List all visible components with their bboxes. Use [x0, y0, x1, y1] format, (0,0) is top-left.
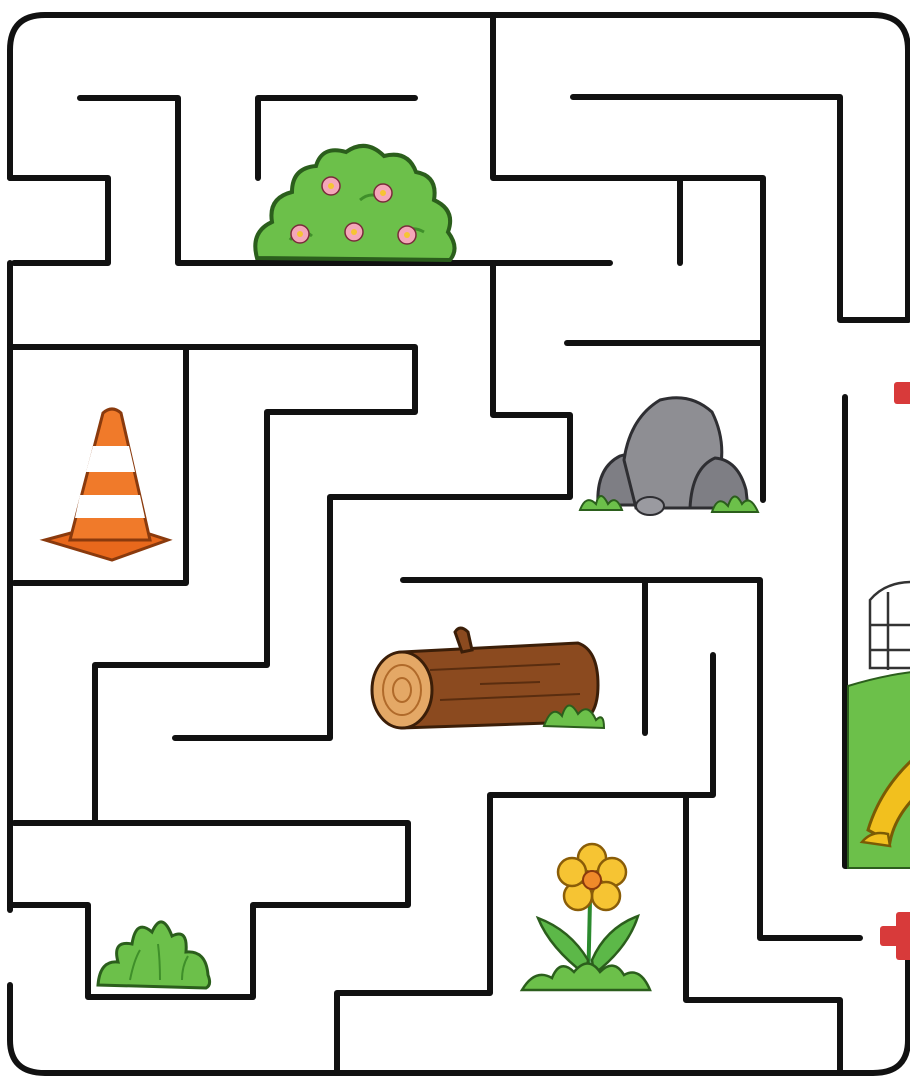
cone-icon [45, 409, 168, 560]
bush-icon [255, 146, 454, 260]
grass-icon [98, 922, 210, 988]
maze-wall [403, 580, 860, 938]
maze-outer-wall-top [10, 15, 908, 320]
log-icon [372, 628, 604, 728]
upper-exit-marker [894, 382, 910, 404]
flower-icon [522, 844, 650, 990]
maze-wall [10, 178, 108, 263]
maze-wall [573, 97, 908, 320]
maze-wall [493, 15, 763, 500]
rock-icon [580, 398, 758, 515]
lower-exit-marker [880, 912, 910, 960]
playground-icon [848, 582, 910, 868]
